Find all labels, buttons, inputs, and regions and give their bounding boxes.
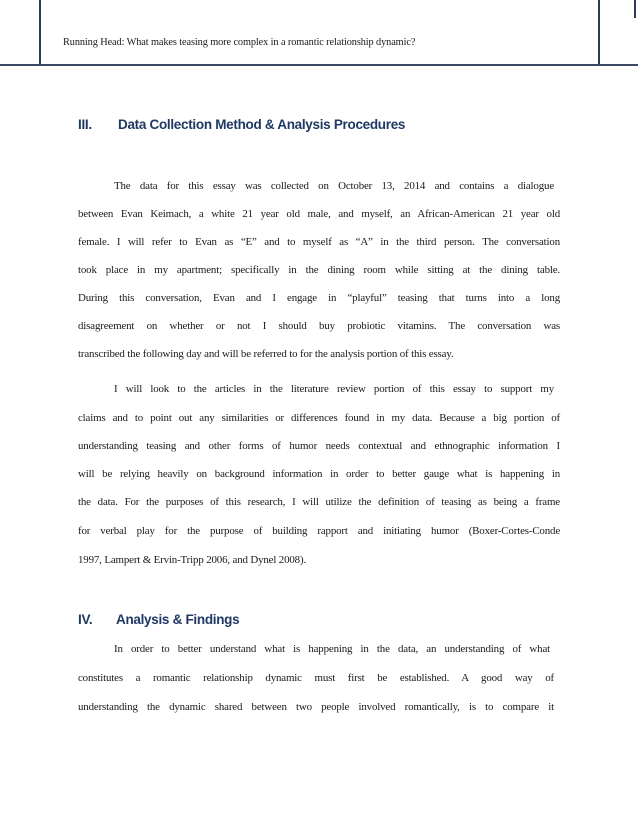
section-number: III. (78, 117, 92, 132)
page-corner-top-right (598, 0, 600, 66)
text-line: 1997, Lampert & Ervin-Tripp 2006, and Dynel 2008). (78, 554, 307, 566)
text-line: understanding teasing and other forms of humor needs contextual and ethnographic information I (78, 440, 560, 452)
text-line: constitutes a romantic relationship dynamic must first be established. A good way of (78, 672, 554, 684)
section-title: Data Collection Method & Analysis Procedures (118, 117, 406, 132)
text-line: the data. For the purposes of this research, I will utilize the definition of teasing as being a frame (78, 496, 560, 508)
text-line: The data for this essay was collected on October 13, 2014 and contains a dialogue (114, 180, 554, 192)
running-head: Running Head: What makes teasing more complex in a romantic relationship dynamic? (63, 37, 416, 48)
text-line: In order to better understand what is happening in the data, an understanding of what (114, 643, 550, 655)
text-line: claims and to point out any similarities or differences found in my data. Because a big portion of (78, 412, 560, 424)
section-number: IV. (78, 612, 93, 627)
text-line: took place in my apartment; specifically in the dining room while sitting at the dining table. (78, 264, 560, 276)
header-rule (0, 64, 638, 66)
text-line: between Evan Keimach, a white 21 year old male, and myself, an African-American 21 year old (78, 208, 560, 220)
text-line: understanding the dynamic shared between two people involved romantically, is to compare it (78, 701, 554, 713)
section-heading (78, 612, 239, 627)
text-line: for verbal play for the purpose of building rapport and initiating humor (Boxer-Cortes-Conde (78, 525, 560, 537)
text-line: will be relying heavily on background information in order to better gauge what is happening in (78, 468, 560, 480)
page-corner-edge-right (634, 0, 636, 18)
text-line: female. I will refer to Evan as “E” and to myself as “A” in the third person. The conversation (78, 236, 560, 248)
text-line: transcribed the following day and will be referred to for the analysis portion of this essay. (78, 348, 454, 360)
page-corner-top-left (39, 0, 41, 66)
section-title: Analysis & Findings (116, 612, 240, 627)
section-heading (78, 117, 405, 132)
text-line: I will look to the articles in the literature review portion of this essay to support my (114, 383, 554, 395)
text-line: disagreement on whether or not I should buy probiotic vitamins. The conversation was (78, 320, 560, 332)
text-line: During this conversation, Evan and I engage in “playful” teasing that turns into a long (78, 292, 560, 304)
